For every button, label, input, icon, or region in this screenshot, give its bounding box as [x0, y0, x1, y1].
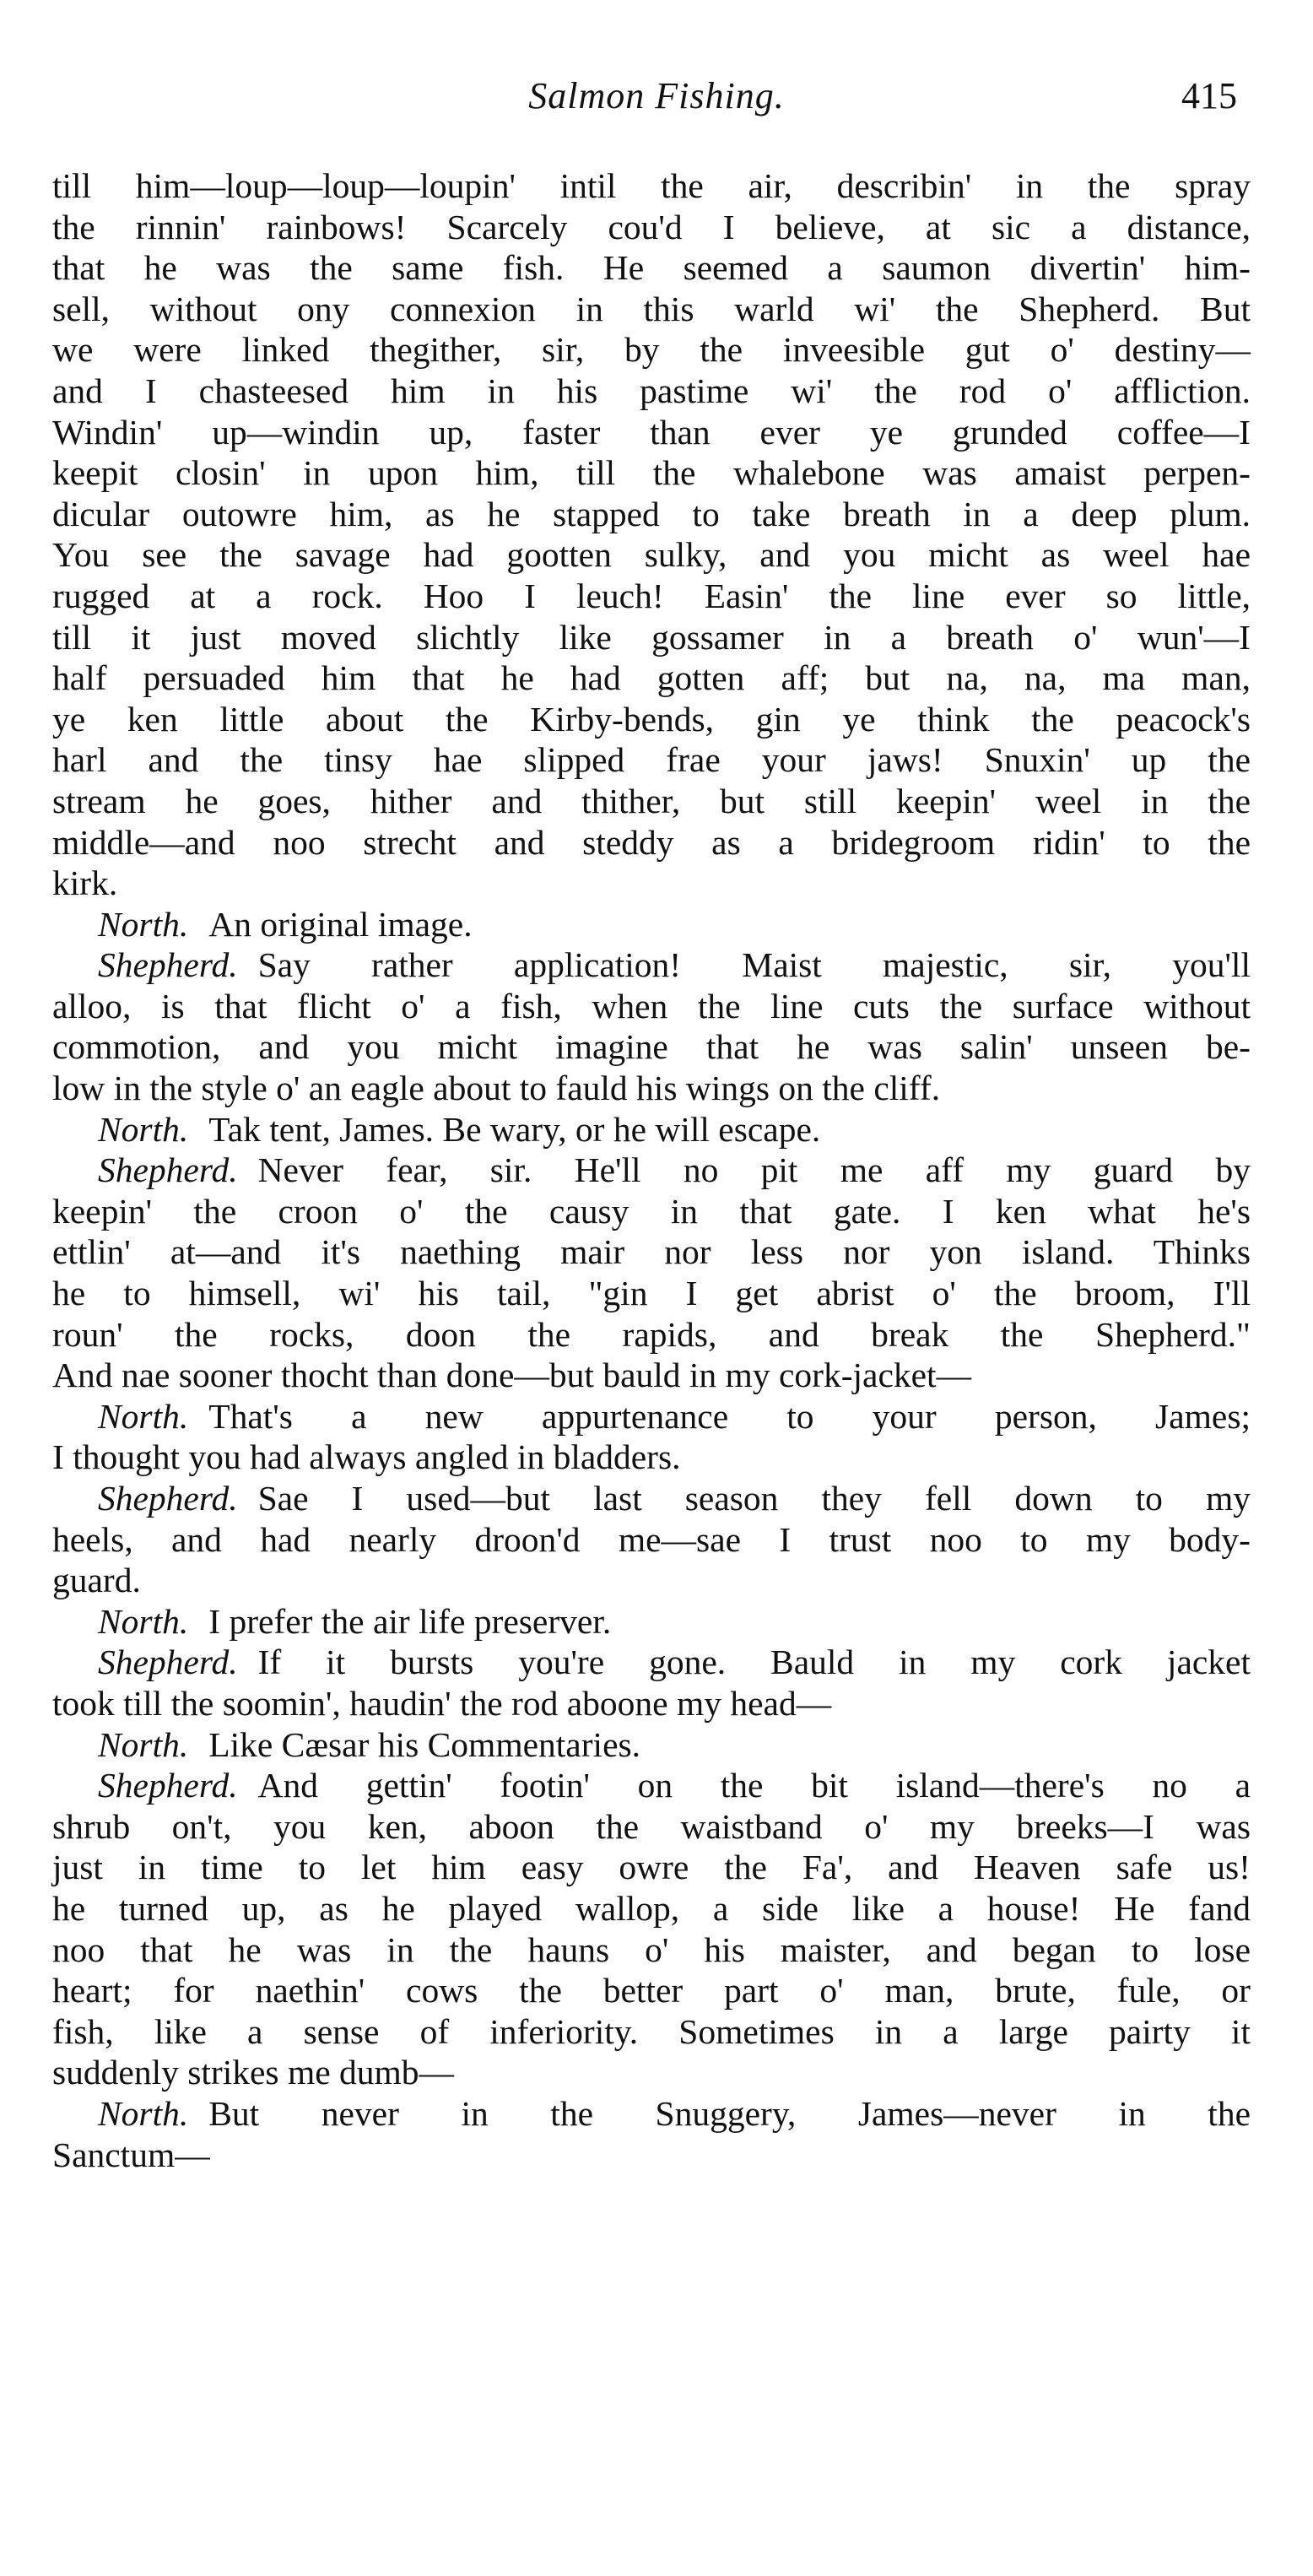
text-line — [52, 2135, 1251, 2176]
text-line — [52, 289, 1251, 330]
running-title: Salmon Fishing. — [528, 75, 785, 116]
line-text: fish, like a sense of inferiority. Sometimes in a large pairty it — [52, 2011, 1251, 2051]
line-text: noo that he was in the hauns o' his maister, and began to lose — [52, 1929, 1251, 1969]
line-text: You see the savage had gootten sulky, and you micht as weel hae — [52, 535, 1251, 575]
line-text: That's a new appurtenance to your person, James; — [208, 1396, 1251, 1436]
text-line — [52, 494, 1251, 535]
line-text: ye ken little about the Kirby-bends, gin ye think the peacock's — [52, 699, 1251, 739]
text-line — [52, 1437, 1251, 1478]
line-text: heart; for naethin' cows the better part o' man, brute, fule, or — [52, 1971, 1251, 2010]
text-line — [52, 534, 1251, 576]
speaker-name: Shepherd. — [98, 1766, 238, 1805]
line-text: Like Cæsar his Commentaries. — [208, 1724, 641, 1764]
text-line — [52, 1519, 1251, 1561]
line-text: keepin' the croon o' the causy in that gate. I ken what he's — [52, 1191, 1251, 1231]
line-text: roun' the rocks, doon the rapids, and break the Shepherd." — [52, 1314, 1251, 1354]
text-line — [52, 1396, 1251, 1437]
line-text: commotion, and you micht imagine that he was salin' unseen be- — [52, 1027, 1251, 1067]
line-text: I thought you had always angled in bladders. — [52, 1437, 681, 1477]
line-text: And nae sooner thocht than done—but bauld in my cork-jacket— — [52, 1356, 972, 1395]
text-line — [52, 576, 1251, 617]
text-line — [52, 739, 1251, 781]
running-head — [0, 74, 1313, 125]
text-line — [52, 1150, 1251, 1191]
speaker-name: North. — [98, 904, 189, 944]
text-line — [52, 1847, 1251, 1888]
line-text: An original image. — [208, 904, 473, 944]
line-text: took till the soomin', haudin' the rod aboone my head— — [52, 1683, 832, 1723]
line-text: and I chasteesed him in his pastime wi' the rod o' affliction. — [52, 371, 1251, 410]
line-text: I prefer the air life preserver. — [208, 1601, 612, 1641]
line-text: just in time to let him easy owre the Fa', and Heaven safe us! — [52, 1848, 1251, 1887]
text-line — [52, 1068, 1251, 1109]
line-text: till it just moved slichtly like gossamer in a breath o' wun'—I — [52, 617, 1251, 657]
text-line — [52, 1273, 1251, 1314]
text-line — [52, 1929, 1251, 1971]
line-text: low in the style o' an eagle about to fauld his wings on the cliff. — [52, 1069, 941, 1108]
line-text: we were linked thegither, sir, by the inveesible gut o' destiny— — [52, 330, 1251, 370]
line-text: that he was the same fish. He seemed a saumon divertin' him- — [52, 248, 1251, 288]
body-text — [52, 165, 1251, 2175]
line-text: But never in the Snuggery, James—never in the — [208, 2093, 1251, 2133]
text-line — [52, 1478, 1251, 1519]
text-line — [52, 371, 1251, 412]
speaker-name: Shepherd. — [98, 945, 238, 985]
text-line — [52, 247, 1251, 289]
text-line — [52, 781, 1251, 822]
line-text: he to himsell, wi' his tail, "gin I get abrist o' the broom, I'll — [52, 1274, 1251, 1313]
line-text: dicular outowre him, as he stapped to take breath in a deep plum. — [52, 494, 1251, 533]
text-line — [52, 1683, 1251, 1724]
line-text: suddenly strikes me dumb— — [52, 2053, 455, 2092]
line-text: kirk. — [52, 863, 118, 903]
line-text: sell, without ony connexion in this warld wi' the Shepherd. But — [52, 289, 1251, 328]
line-text: Sanctum— — [52, 2135, 210, 2174]
text-line — [52, 1560, 1251, 1601]
text-line — [52, 1355, 1251, 1396]
text-line — [52, 1231, 1251, 1273]
page-number: 415 — [1181, 75, 1237, 116]
text-line — [52, 944, 1251, 986]
speaker-name: North. — [98, 1601, 189, 1641]
text-line — [52, 1601, 1251, 1642]
text-line — [52, 452, 1251, 494]
speaker-name: North. — [98, 1396, 189, 1436]
line-text: he turned up, as he played wallop, a side like a house! He fand — [52, 1888, 1251, 1928]
text-line — [52, 1314, 1251, 1356]
line-text: alloo, is that flicht o' a fish, when the line cuts the surface without — [52, 986, 1251, 1026]
text-line — [52, 1765, 1251, 1806]
speaker-name: North. — [98, 1724, 189, 1764]
text-line — [52, 329, 1251, 371]
line-text: till him—loup—loup—loupin' intil the air, describin' in the spray — [52, 166, 1251, 205]
line-text: heels, and had nearly droon'd me—sae I trust noo to my body- — [52, 1519, 1251, 1559]
text-line — [52, 1642, 1251, 1683]
text-line — [52, 863, 1251, 904]
text-line — [52, 165, 1251, 207]
text-line — [52, 699, 1251, 740]
line-text: Say rather application! Maist majestic, sir, you'll — [257, 945, 1251, 985]
text-line — [52, 2052, 1251, 2093]
line-text: shrub on't, you ken, aboon the waistband o' my breeks—I was — [52, 1806, 1251, 1846]
line-text: And gettin' footin' on the bit island—there's no a — [257, 1766, 1251, 1805]
text-line — [52, 207, 1251, 248]
speaker-name: North. — [98, 1109, 189, 1149]
text-line — [52, 412, 1251, 453]
line-text: Sae I used—but last season they fell down to my — [257, 1479, 1251, 1518]
line-text: ettlin' at—and it's naething mair nor less nor yon island. Thinks — [52, 1232, 1251, 1272]
line-text: the rinnin' rainbows! Scarcely cou'd I believe, at sic a distance, — [52, 207, 1251, 246]
line-text: keepit closin' in upon him, till the whalebone was amaist perpen- — [52, 453, 1251, 493]
text-line — [52, 2011, 1251, 2053]
text-line — [52, 986, 1251, 1027]
speaker-name: Shepherd. — [98, 1642, 238, 1682]
line-text: Never fear, sir. He'll no pit me aff my guard by — [257, 1150, 1251, 1190]
line-text: rugged at a rock. Hoo I leuch! Easin' the line ever so little, — [52, 576, 1251, 615]
text-line — [52, 1026, 1251, 1068]
text-line — [52, 904, 1251, 945]
text-line — [52, 1970, 1251, 2011]
text-line — [52, 1724, 1251, 1766]
line-text: guard. — [52, 1561, 141, 1600]
text-line — [52, 2093, 1251, 2135]
speaker-name: Shepherd. — [98, 1479, 238, 1518]
text-line — [52, 1888, 1251, 1929]
line-text: Windin' up—windin up, faster than ever ye grunded coffee—I — [52, 412, 1251, 452]
text-line — [52, 1191, 1251, 1232]
line-text: If it bursts you're gone. Bauld in my cork jacket — [257, 1642, 1251, 1682]
line-text: Tak tent, James. Be wary, or he will escape. — [208, 1109, 821, 1149]
text-line — [52, 1806, 1251, 1848]
line-text: middle—and noo strecht and steddy as a bridegroom ridin' to the — [52, 822, 1251, 862]
line-text: harl and the tinsy hae slipped frae your jaws! Snuxin' up the — [52, 740, 1251, 780]
line-text: half persuaded him that he had gotten aff; but na, na, ma man, — [52, 658, 1251, 698]
speaker-name: North. — [98, 2093, 189, 2133]
line-text: stream he goes, hither and thither, but still keepin' weel in the — [52, 781, 1251, 820]
text-line — [52, 822, 1251, 863]
speaker-name: Shepherd. — [98, 1150, 238, 1190]
text-line — [52, 658, 1251, 699]
text-line — [52, 617, 1251, 658]
text-line — [52, 1109, 1251, 1150]
